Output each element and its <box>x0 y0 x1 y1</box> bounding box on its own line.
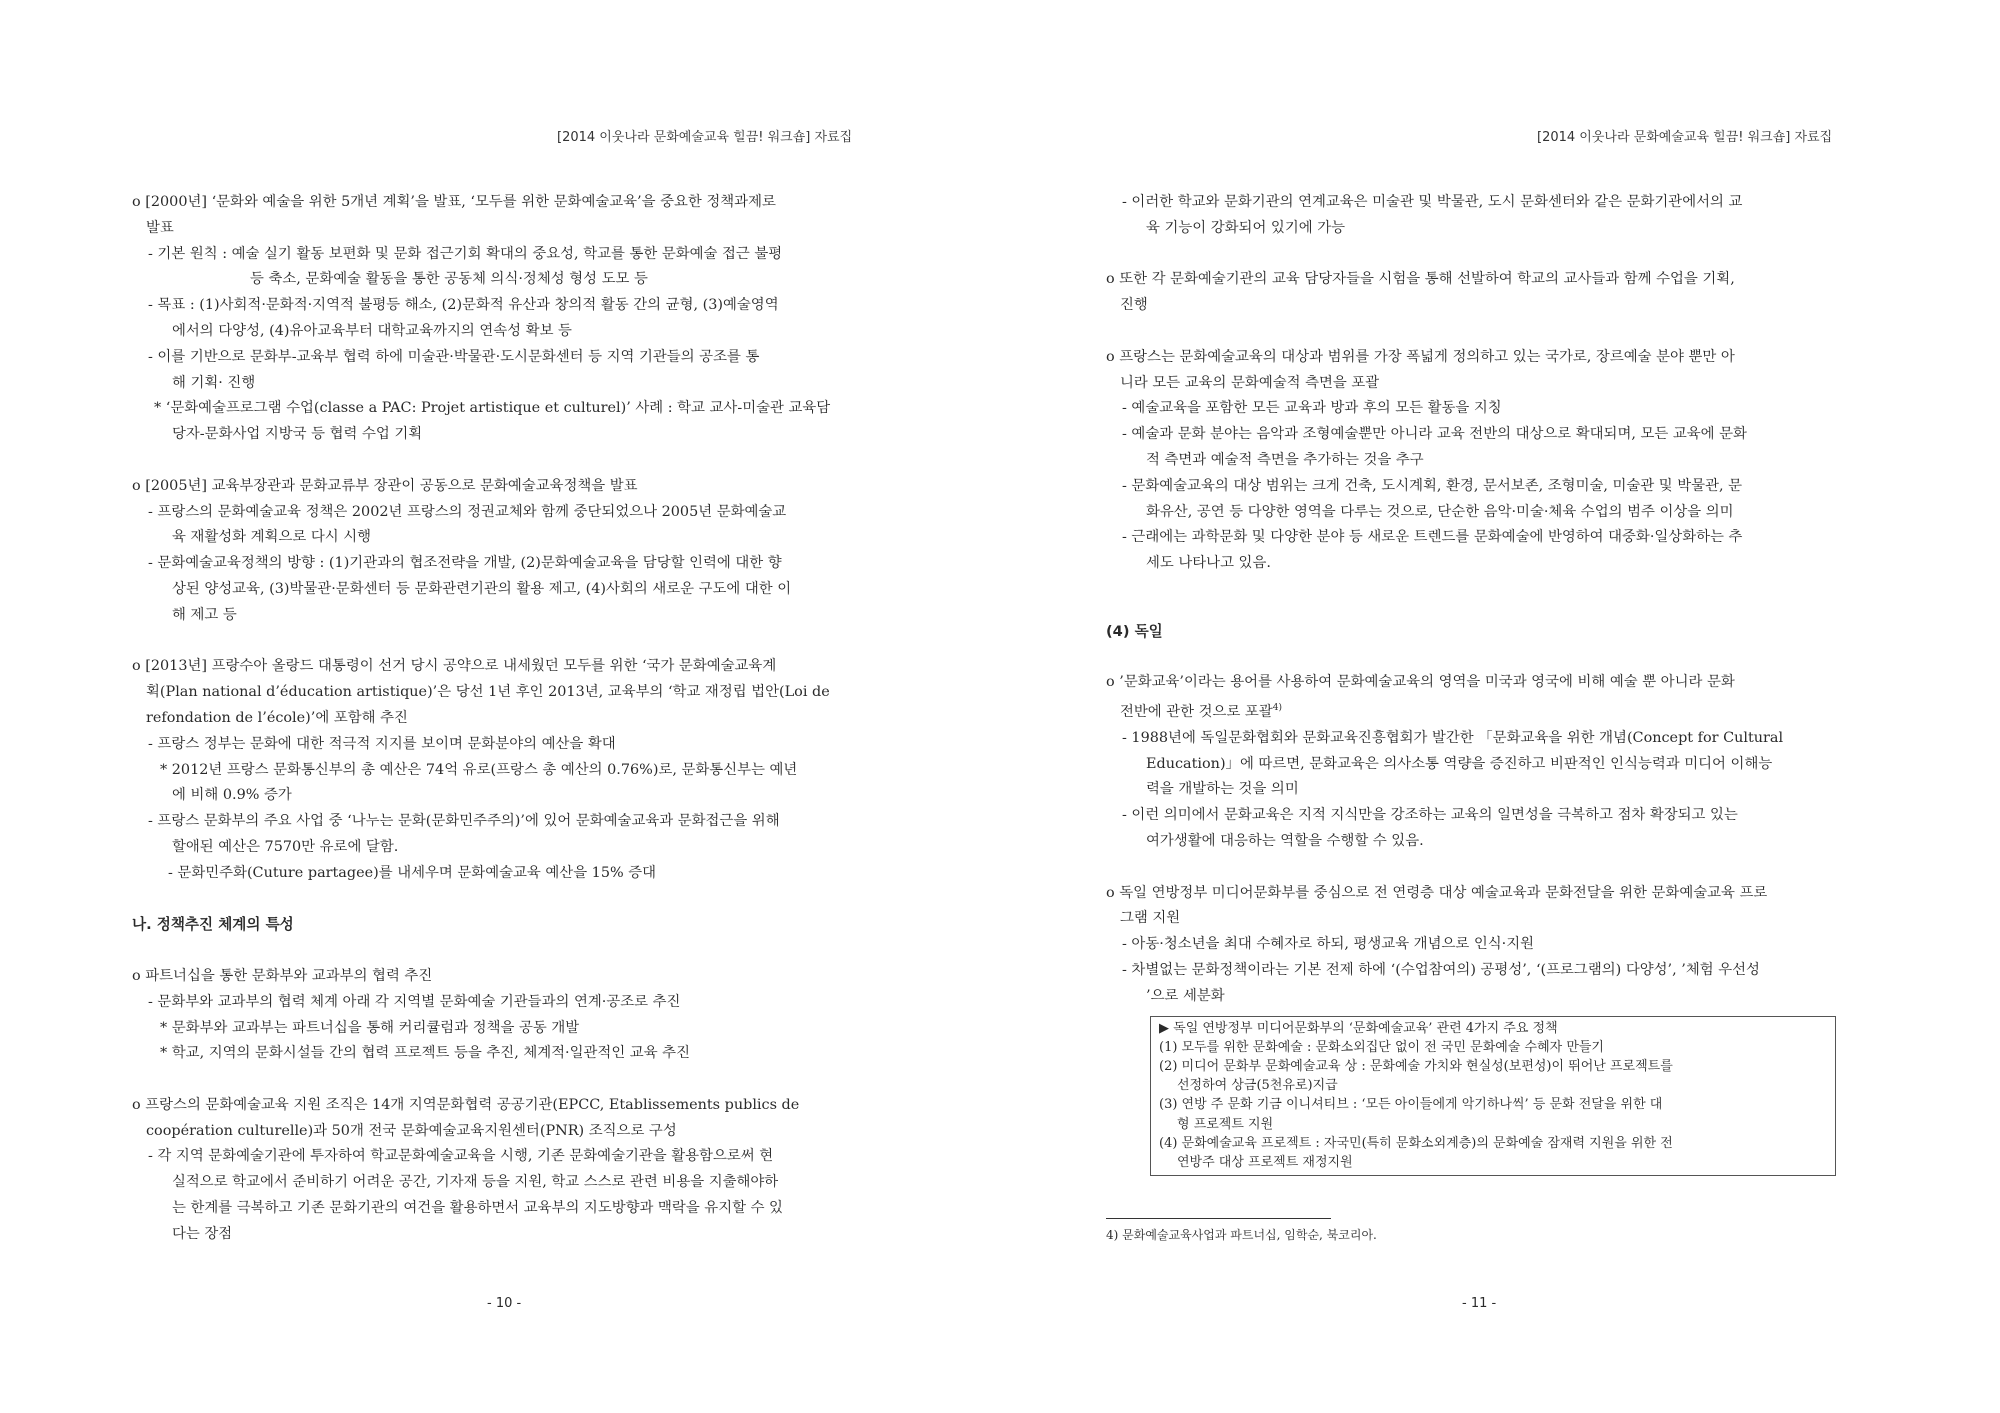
sub-bullet: - 예술교육을 포함한 모든 교육과 방과 후의 모든 활동을 지칭 <box>1122 400 1502 417</box>
bullet-text: o [2005년] 교육부장관과 문화교류부 장관이 공동으로 문화예술교육정책을 발표 <box>132 477 638 494</box>
policy-item: (1) 모두를 위한 문화예술 : 문화소외집단 없이 전 국민 문화예술 수혜자 만들기 <box>1159 1039 1604 1055</box>
star-note-cont: 에 비해 0.9% 증가 <box>172 787 292 804</box>
policy-item-cont: 선정하여 상금(5천유로)지급 <box>1177 1078 1338 1094</box>
section-heading: 나. 정책추진 체계의 특성 <box>132 916 294 934</box>
sub-bullet: - 이런 의미에서 문화교육은 지적 지식만을 강조하는 교육의 일면성을 극복하고 점차 확장되고 있는 <box>1122 807 1738 824</box>
sub-bullet-cont: 여가생활에 대응하는 역할을 수행할 수 있음. <box>1146 832 1424 849</box>
sub-bullet-cont: 해 기획· 진행 <box>172 374 256 391</box>
sub-bullet-cont: 실적으로 학교에서 준비하기 어려운 공간, 기자재 등을 지원, 학교 스스로 관련 비용을 지출해야하 <box>172 1174 779 1191</box>
sub-bullet-cont: 화유산, 공연 등 다양한 영역을 다루는 것으로, 단순한 음악·미술·체육 수업의 범주 이상을 의미 <box>1146 503 1734 520</box>
policy-item: (4) 문화예술교육 프로젝트 : 자국민(특히 문화소외계층)의 문화예술 잠재력 지원을 위한 전 <box>1159 1135 1673 1151</box>
section-selection <box>1106 267 1881 319</box>
sub-bullet: - 문화부와 교과부의 협력 체계 아래 각 지역별 문화예술 기관들과의 연계·공조로 추진 <box>148 993 681 1010</box>
star-note: * 2012년 프랑스 문화통신부의 총 예산은 74억 유로(프랑스 총 예산의 0.76%)로, 문화통신부는 예년 <box>160 761 798 778</box>
bullet-text: o 프랑스의 문화예술교육 지원 조직은 14개 지역문화협력 공공기관(EPCC, Etablissements publics de <box>132 1096 800 1113</box>
star-note-cont: 당자-문화사업 지방국 등 협력 수업 기획 <box>172 426 423 443</box>
footnote: 4) 문화예술교육사업과 파트너십, 임학순, 북코리아. <box>1106 1228 1377 1242</box>
section-federal <box>1106 881 1881 1010</box>
sub-bullet-cont: Education)」에 따르면, 문화교육은 의사소통 역량을 증진하고 비판적인 인식능력과 미디어 이해능 <box>1146 755 1773 772</box>
sub-bullet-cont: 육 기능이 강화되어 있기에 가능 <box>1146 219 1346 236</box>
bullet-text: o 파트너십을 통한 문화부와 교과부의 협력 추진 <box>132 967 433 984</box>
sub-bullet: - 각 지역 문화예술기관에 투자하여 학교문화예술교육을 시행, 기존 문화예술기관을 활용함으로써 현 <box>148 1148 774 1165</box>
section-organization <box>132 1093 902 1248</box>
sub-bullet-cont: 해 제고 등 <box>172 606 237 623</box>
left-content <box>132 190 902 1248</box>
sub-bullet: - 1988년에 독일문화협회와 문화교육진흥협회가 발간한 「문화교육을 위한 개념(Concept for Cultural <box>1122 729 1784 746</box>
section-2013 <box>132 654 902 886</box>
sub-bullet: - 이러한 학교와 문화기관의 연계교육은 미술관 및 박물관, 도시 문화센터와 같은 문화기관에서의 교 <box>1122 194 1743 210</box>
star-note: * 문화부와 교과부는 파트너십을 통해 커리큘럼과 정책을 공동 개발 <box>160 1019 580 1036</box>
policy-item-cont: 형 프로젝트 지원 <box>1177 1116 1274 1132</box>
sub-bullet-cont: 력을 개발하는 것을 의미 <box>1146 781 1299 798</box>
bullet-text: o 또한 각 문화예술기관의 교육 담당자들을 시험을 통해 선발하여 학교의 교사들과 함께 수업을 기획, <box>1106 271 1735 288</box>
sub-bullet-cont: 육 재활성화 계획으로 다시 시행 <box>172 529 372 546</box>
sub-bullet-cont: 는 한계를 극복하고 기존 문화기관의 여건을 활용하면서 교육부의 지도방향과 맥락을 유지할 수 있 <box>172 1200 783 1217</box>
bullet-text-cont <box>1106 696 1881 726</box>
footnote-ref: 4) <box>1272 703 1282 714</box>
sub-bullet: - 프랑스의 문화예술교육 정책은 2002년 프랑스의 정권교체와 함께 중단되었으나 2005년 문화예술교 <box>148 503 787 520</box>
right-content <box>1106 190 1881 1176</box>
sub-bullet-cont: 적 측면과 예술적 측면을 추가하는 것을 추구 <box>1146 451 1424 468</box>
bullet-text-cont: 니라 모든 교육의 문화예술적 측면을 포괄 <box>1120 374 1380 391</box>
bullet-text-cont: 획(Plan national d’éducation artistique)’은 당선 1년 후인 2013년, 교육부의 ‘학교 재정립 법안(Loi de <box>146 684 830 701</box>
bullet-text: o ’문화교육’이라는 용어를 사용하여 문화예술교육의 영역을 미국과 영국에 비해 예술 뿐 아니라 문화 <box>1106 674 1735 691</box>
sub-bullet: - 예술과 문화 분야는 음악과 조형예술뿐만 아니라 교육 전반의 대상으로 확대되며, 모든 교육에 문화 <box>1122 426 1747 443</box>
policy-box-title: ▶ 독일 연방정부 미디어문화부의 ‘문화예술교육’ 관련 4가지 주요 정책 <box>1159 1020 1558 1036</box>
running-header: [2014 이웃나라 문화예술교육 힐끔! 워크숍] 자료집 <box>1537 130 1833 145</box>
sub-bullet: - 프랑스 문화부의 주요 사업 중 ‘나누는 문화(문화민주주의)’에 있어 문화예술교육과 문화접근을 위해 <box>148 813 780 830</box>
bullet-text: o 프랑스는 문화예술교육의 대상과 범위를 가장 폭넓게 정의하고 있는 국가로, 장르예술 분야 뿐만 아 <box>1106 348 1735 365</box>
bullet-text-cont: refondation de l’école)’에 포함해 추진 <box>146 709 408 726</box>
star-note: * ‘문화예술프로그램 수업(classe a PAC: Projet artistique et culturel)’ 사례 : 학교 교사-미술관 교육담 <box>154 400 831 417</box>
bullet-text: 발표 <box>146 219 174 236</box>
section-2000 <box>132 190 902 448</box>
policy-item-cont: 연방주 대상 프로젝트 재정지원 <box>1177 1154 1353 1170</box>
sub-bullet: - 아동·청소년을 최대 수혜자로 하되, 평생교육 개념으로 인식·지원 <box>1122 936 1535 953</box>
sub-bullet-cont: 다는 장점 <box>172 1225 233 1242</box>
page-number: - 11 - <box>1462 1296 1497 1311</box>
section-definition <box>1106 670 1881 854</box>
sub-bullet-cont: 할애된 예산은 7570만 유로에 달함. <box>172 838 399 855</box>
bullet-text: o [2000년] ‘문화와 예술을 위한 5개년 계획’을 발표, ‘모두를 위한 문화예술교육’을 중요한 정책과제로 <box>132 194 776 210</box>
section-partnership <box>132 964 902 1067</box>
bullet-text-cont: 진행 <box>1120 297 1148 314</box>
section-2005 <box>132 474 902 629</box>
bullet-text: o [2013년] 프랑수아 올랑드 대통령이 선거 당시 공약으로 내세웠던 모두를 위한 ‘국가 문화예술교육계 <box>132 658 777 675</box>
running-header: [2014 이웃나라 문화예술교육 힐끔! 워크숍] 자료집 <box>557 130 853 145</box>
bullet-text-cont-text: 전반에 관한 것으로 포괄 <box>1120 703 1273 720</box>
sub-bullet: - 문화예술교육정책의 방향 : (1)기관과의 협조전략을 개발, (2)문화예술교육을 담당할 인력에 대한 향 <box>148 555 782 572</box>
sub-bullet: - 근래에는 과학문화 및 다양한 분야 등 새로운 트렌드를 문화예술에 반영하여 대중화·일상화하는 추 <box>1122 529 1743 546</box>
right-page <box>1000 0 2000 1413</box>
section-broad-scope <box>1106 345 1881 577</box>
policy-box <box>1150 1016 1836 1177</box>
bullet-text: o 독일 연방정부 미디어문화부를 중심으로 전 연령층 대상 예술교육과 문화전달을 위한 문화예술교육 프로 <box>1106 884 1768 901</box>
sub-bullet: - 문화예술교육의 대상 범위는 크게 건축, 도시계획, 환경, 문서보존, 조형미술, 미술관 및 박물관, 문 <box>1122 477 1743 494</box>
sub-bullet-cont: 에서의 다양성, (4)유아교육부터 대학교육까지의 연속성 확보 등 <box>172 322 572 339</box>
section-continuation <box>1106 190 1881 242</box>
policy-item: (3) 연방 주 문화 기금 이니셔티브 : ‘모든 아이들에게 악기하나씩’ 등 문화 전달을 위한 대 <box>1159 1097 1663 1113</box>
policy-item: (2) 미디어 문화부 문화예술교육 상 : 문화예술 가치와 현실성(보편성)이 뛰어난 프로젝트를 <box>1159 1058 1673 1074</box>
page-number: - 10 - <box>487 1296 522 1311</box>
sub-bullet: - 문화민주화(Cuture partagee)를 내세우며 문화예술교육 예산을 15% 증대 <box>168 864 657 881</box>
sub-bullet-cont: 세도 나타나고 있음. <box>1146 555 1271 572</box>
sub-bullet: - 이를 기반으로 문화부-교육부 협력 하에 미술관·박물관·도시문화센터 등 지역 기관들의 공조를 통 <box>148 348 760 365</box>
bullet-text-cont: 그램 지원 <box>1120 910 1181 927</box>
sub-bullet: - 차별없는 문화정책이라는 기본 전제 하에 ‘(수업참여의) 공평성’, ‘(프로그램의) 다양성’, ’체험 우선성 <box>1122 961 1760 978</box>
sub-bullet: - 프랑스 정부는 문화에 대한 적극적 지지를 보이며 문화분야의 예산을 확대 <box>148 735 616 752</box>
footnote-divider <box>1106 1218 1331 1219</box>
sub-bullet-cont: 등 축소, 문화예술 활동을 통한 공동체 의식·정체성 형성 도모 등 <box>250 271 648 288</box>
sub-bullet-cont: 상된 양성교육, (3)박물관·문화센터 등 문화관련기관의 활용 제고, (4)사회의 새로운 구도에 대한 이 <box>172 580 792 597</box>
section-title: (4) 독일 <box>1106 622 1163 640</box>
sub-bullet: - 기본 원칙 : 예술 실기 활동 보편화 및 문화 접근기회 확대의 중요성, 학교를 통한 문화예술 접근 불평 <box>148 245 783 262</box>
sub-bullet: - 목표 : (1)사회적·문화적·지역적 불평등 해소, (2)문화적 유산과 창의적 활동 간의 균형, (3)예술영역 <box>148 297 779 314</box>
star-note: * 학교, 지역의 문화시설들 간의 협력 프로젝트 등을 추진, 체계적·일관적인 교육 추진 <box>160 1045 690 1062</box>
bullet-text-cont: coopération culturelle)과 50개 전국 문화예술교육지원센터(PNR) 조직으로 구성 <box>146 1122 677 1139</box>
sub-bullet-cont: ’으로 세분화 <box>1146 987 1225 1004</box>
